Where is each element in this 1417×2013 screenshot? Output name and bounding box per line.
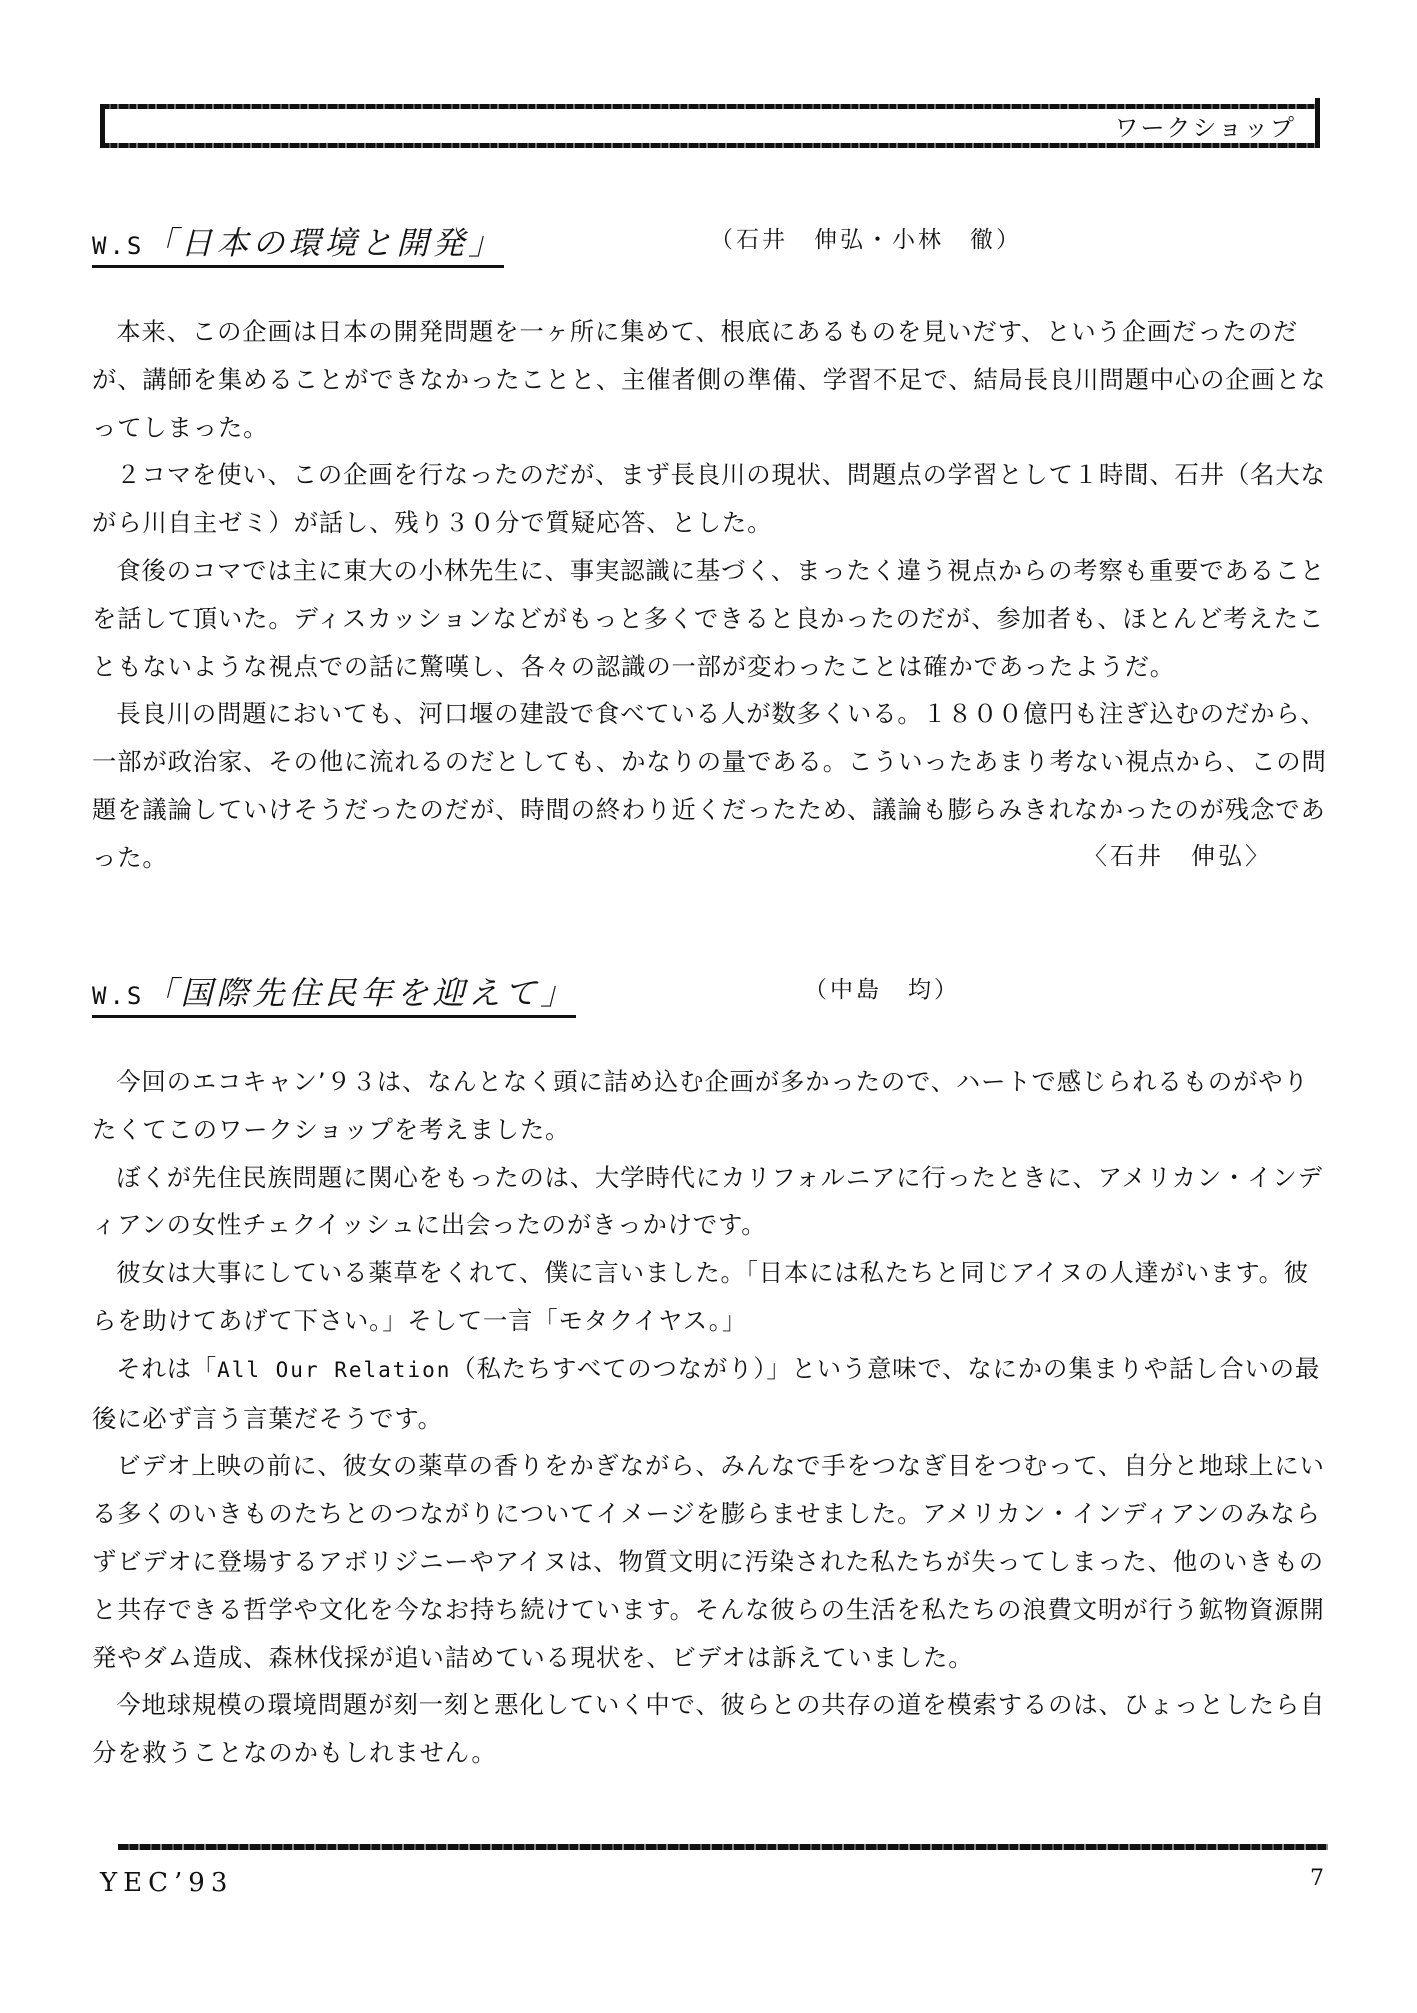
section-prefix: W.S xyxy=(92,232,145,260)
section-body xyxy=(92,308,1330,882)
section-prefix: W.S xyxy=(92,982,145,1010)
paragraph: 彼女は大事にしている薬草をくれて、僕に言いました。「日本には私たちと同じアイヌの人達がいます。彼らを助けてあげて下さい。」そして一言「モタクイヤス。」 xyxy=(92,1258,1309,1335)
footer-publication: YEC’93 xyxy=(100,1868,234,1898)
signature: 〈石井 伸弘〉 xyxy=(1083,842,1272,870)
section-title xyxy=(92,968,576,1018)
paragraph: 長良川の問題においても、河口堰の建設で食べている人が数多くいる。１８００億円も注ぎ込むのだから、一部が政治家、その他に流れるのだとしても、かなりの量である。こういったあまり考ない視点から、この問題を議論していけそうだったのだが、時間の終わり近くだったため、議論も膨らみきれなかったのが残念であった。 xyxy=(92,699,1327,872)
footer-rule xyxy=(118,1844,1328,1850)
section-authors: （中島 均） xyxy=(804,977,960,1003)
paragraph: 本来、この企画は日本の開発問題を一ヶ所に集めて、根底にあるものを見いだす、という企画だったのだが、講師を集めることができなかったことと、主催者側の準備、学習不足で、結局長良川問題中心の企画となってしまった。 xyxy=(92,317,1327,442)
header-left-bracket xyxy=(100,104,105,148)
english-phrase: All Our Relation xyxy=(217,1357,452,1382)
paragraph-text: それは「 xyxy=(116,1353,218,1383)
paragraph-text: （私たちすべてのつながり）」という意味で、なにかの集まりや話し合いの最後に必ず言う言葉だそうです。 xyxy=(92,1353,1321,1433)
page-number: 7 xyxy=(1310,1866,1324,1891)
paragraph: ２コマを使い、この企画を行なったのだが、まず長良川の現状、問題点の学習として１時間、石井（名大ながら川自主ゼミ）が話し、残り３０分で質疑応答、とした。 xyxy=(92,460,1326,538)
section-title-text: 「日本の環境と開発」 xyxy=(144,224,505,262)
section-body xyxy=(92,1058,1330,1777)
section-heading xyxy=(92,968,1330,1018)
paragraph: 食後のコマでは主に東大の小林先生に、事実認識に基づく、まったく違う視点からの考察も重要であることを話して頂いた。ディスカッションなどがもっと多くできると良かったのだが、参加者も、ほとんど考えたこともないような視点での話に驚嘆し、各々の認識の一部が変わったことは確かであったようだ。 xyxy=(92,555,1326,681)
paragraph xyxy=(92,1345,1330,1443)
section-title xyxy=(92,218,504,268)
header-band xyxy=(100,104,1320,148)
header-right-bracket xyxy=(1315,98,1320,148)
paragraph: 今地球規模の環境問題が刻一刻と悪化していく中で、彼らとの共存の道を模索するのは、ひょっとしたら自分を救うことなのかもしれません。 xyxy=(92,1690,1326,1768)
section-title-text: 「国際先住民年を迎えて」 xyxy=(144,974,577,1012)
section-japan-environment xyxy=(92,218,1330,882)
paragraph: 今回のエコキャン’９３は、なんとなく頭に詰め込む企画が多かったので、ハートで感じられるものがやりたくてこのワークショップを考えました。 xyxy=(92,1067,1309,1144)
paragraph: ぼくが先住民族問題に関心をもったのは、大学時代にカリフォルニアに行ったときに、アメリカン・インディアンの女性チェクイッシュに出会ったのがきっかけです。 xyxy=(92,1162,1323,1240)
header-label: ワークショップ xyxy=(1114,114,1296,142)
header-bottom-rule xyxy=(100,143,1320,148)
paragraph: ビデオ上映の前に、彼女の薬草の香りをかぎながら、みんなで手をつなぎ目をつむって、自分と地球上にいる多くのいきものたちとのつながりについてイメージを膨らませました。アメリカン・インディアンのみならずビデオに登場するアボリジニーやアイヌは、物質文明に汚染された私たちが失ってしまった、他のいきものと共存できる哲学や文化を今なお持ち続けています。そんな彼らの生活を私たちの浪費文明が行う鉱物資源開発やダム造成、森林伐採が追い詰めている現状を、ビデオは訴えていました。 xyxy=(92,1451,1325,1672)
section-indigenous-year xyxy=(92,968,1330,1777)
section-heading xyxy=(92,218,1330,268)
section-authors: （石井 伸弘・小林 徹） xyxy=(710,227,1022,253)
